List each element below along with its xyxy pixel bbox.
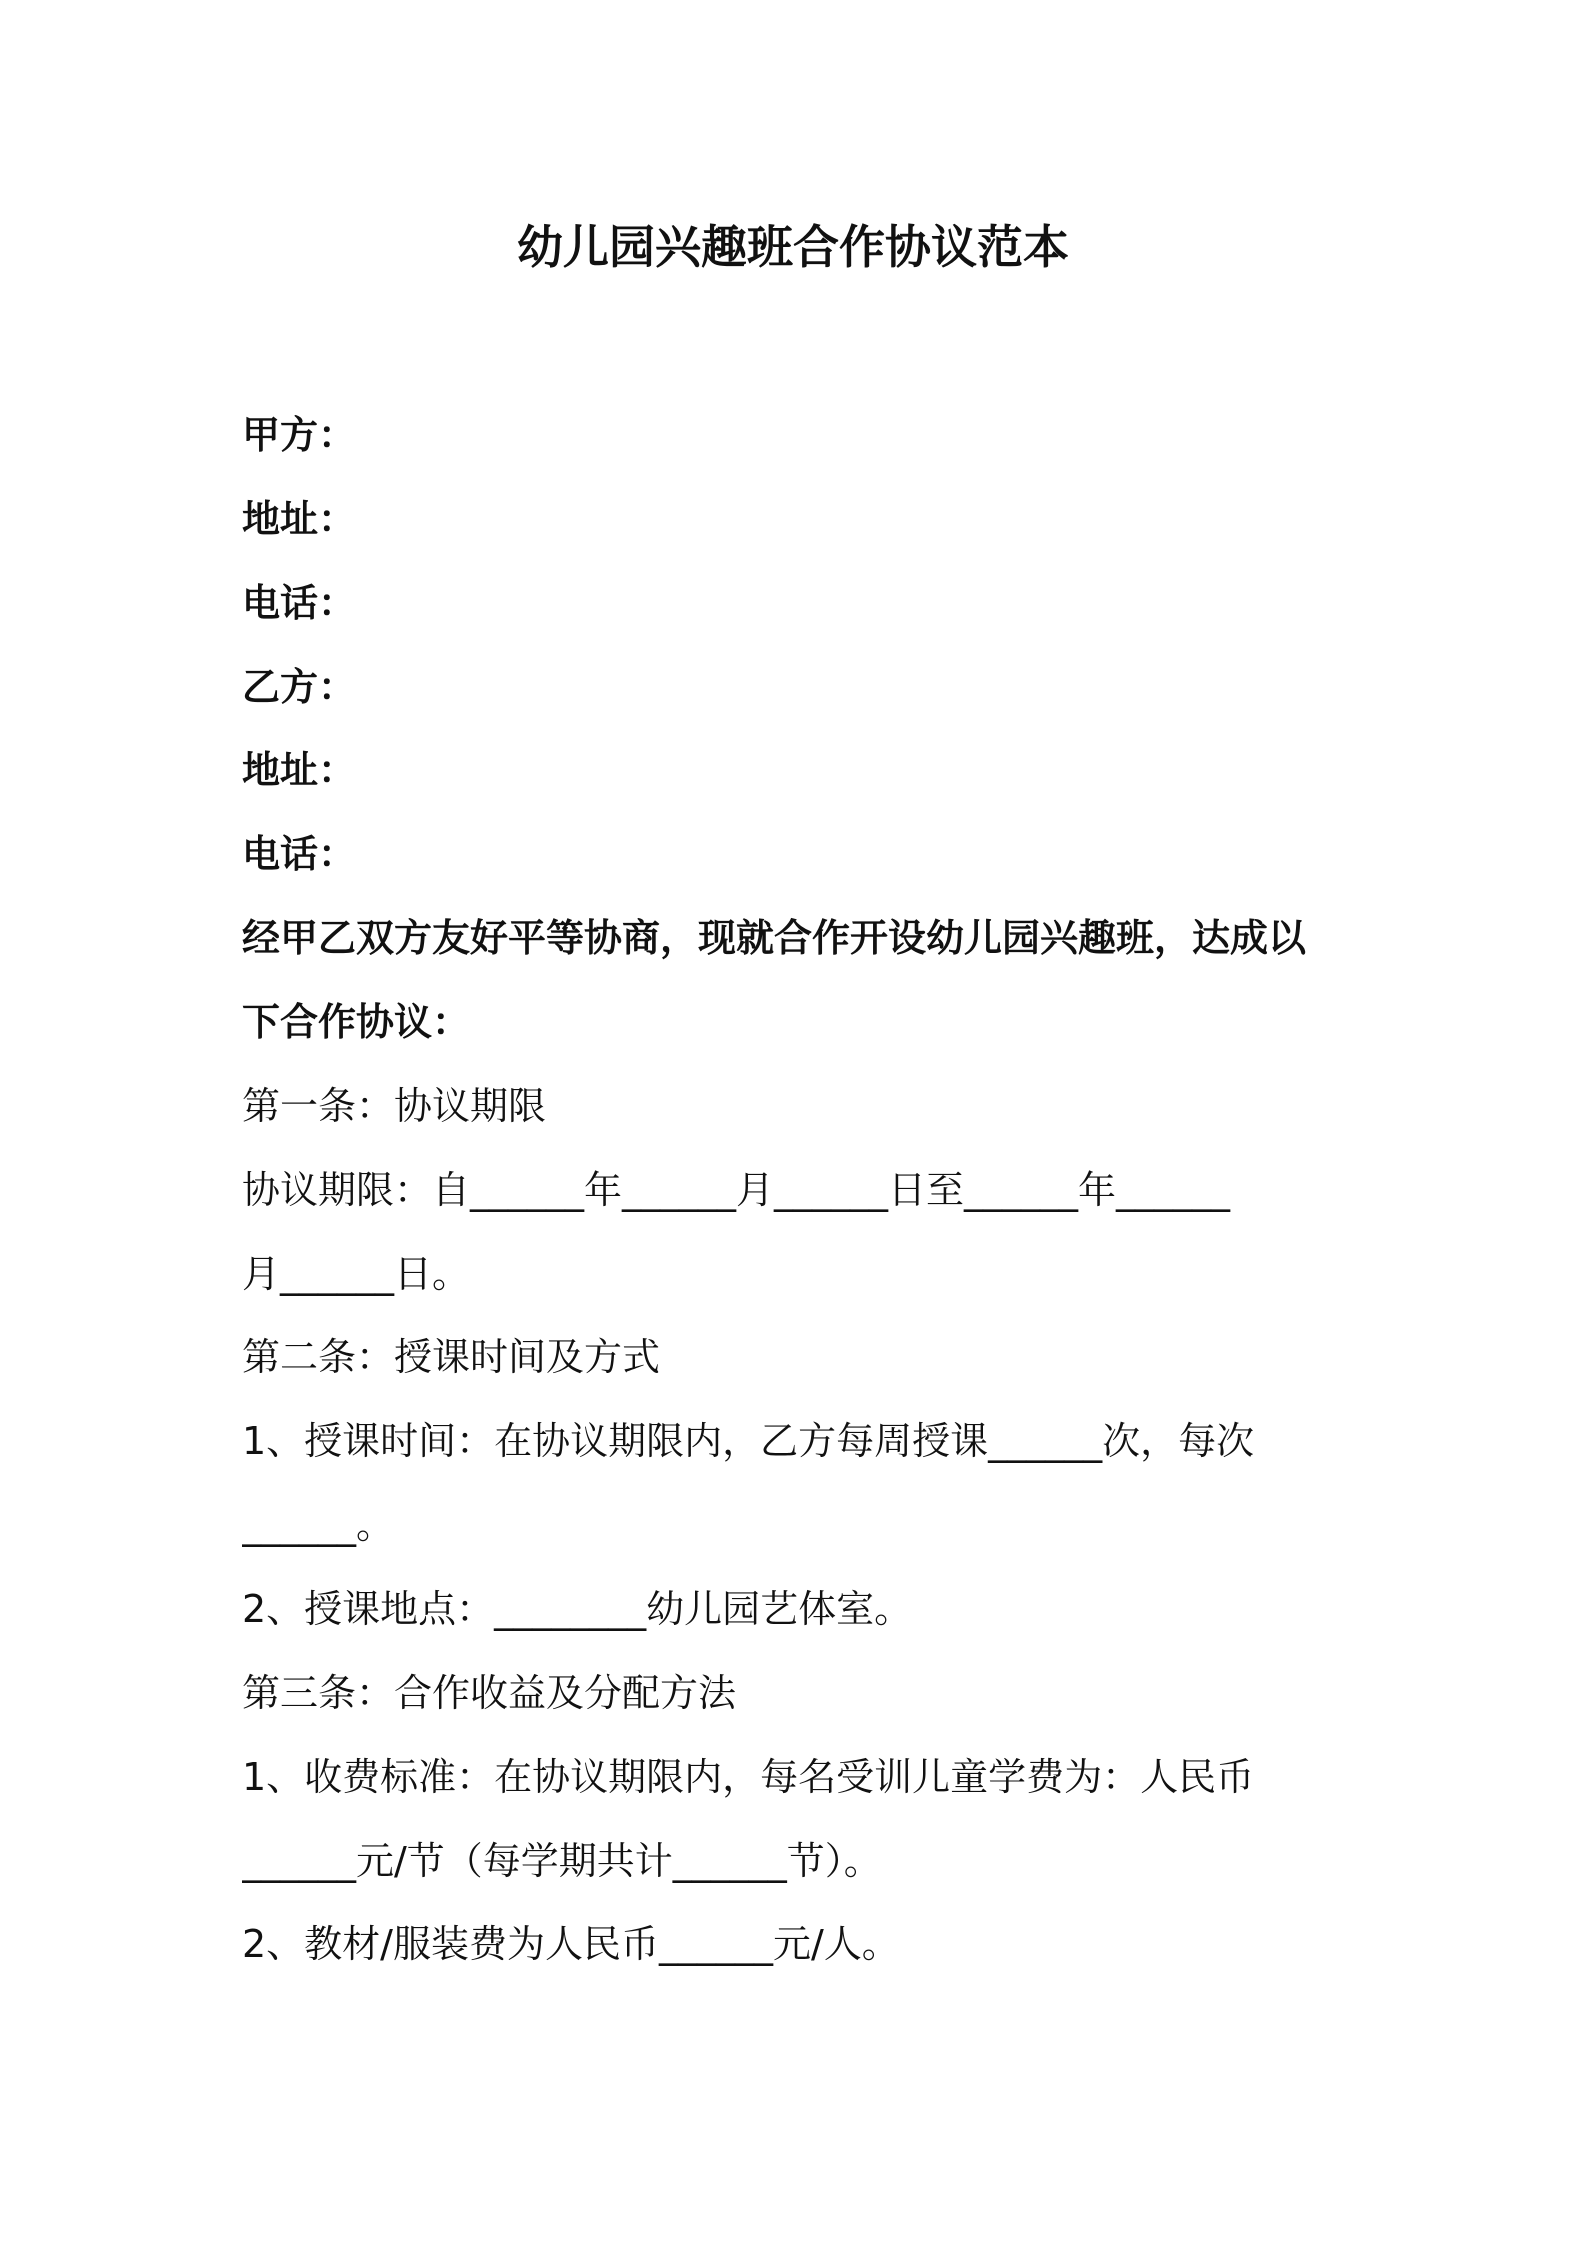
party-b-address-label: 地址： bbox=[242, 748, 357, 792]
teaching-time-line-1: 1、授课时间：在协议期限内，乙方每周授课______次，每次 bbox=[242, 1419, 1255, 1463]
party-a-label: 甲方： bbox=[242, 413, 357, 457]
teaching-time-line-2: ______。 bbox=[242, 1503, 395, 1547]
teaching-location-line: 2、授课地点：________幼儿园艺体室。 bbox=[242, 1587, 913, 1631]
preamble-line-1: 经甲乙双方友好平等协商，现就合作开设幼儿园兴趣班，达成以 bbox=[242, 916, 1307, 960]
article-3-heading: 第三条：合作收益及分配方法 bbox=[242, 1671, 737, 1715]
article-1-heading: 第一条：协议期限 bbox=[242, 1084, 547, 1128]
article-2-heading: 第二条：授课时间及方式 bbox=[242, 1335, 661, 1379]
term-line-2: 月______日。 bbox=[242, 1252, 471, 1296]
document-title: 幼儿园兴趣班合作协议范本 bbox=[517, 220, 1069, 274]
fee-standard-line-1: 1、收费标准：在协议期限内，每名受训儿童学费为：人民币 bbox=[242, 1755, 1255, 1799]
materials-fee-line: 2、教材/服装费为人民币______元/人。 bbox=[242, 1922, 900, 1966]
party-b-phone-label: 电话： bbox=[242, 832, 357, 876]
fee-standard-line-2: ______元/节（每学期共计______节）。 bbox=[242, 1839, 882, 1883]
party-a-address-label: 地址： bbox=[242, 497, 357, 541]
party-a-phone-label: 电话： bbox=[242, 581, 357, 625]
party-b-label: 乙方： bbox=[242, 665, 357, 709]
preamble-line-2: 下合作协议： bbox=[242, 1000, 471, 1044]
term-line-1: 协议期限：自______年______月______日至______年______ bbox=[242, 1168, 1231, 1212]
